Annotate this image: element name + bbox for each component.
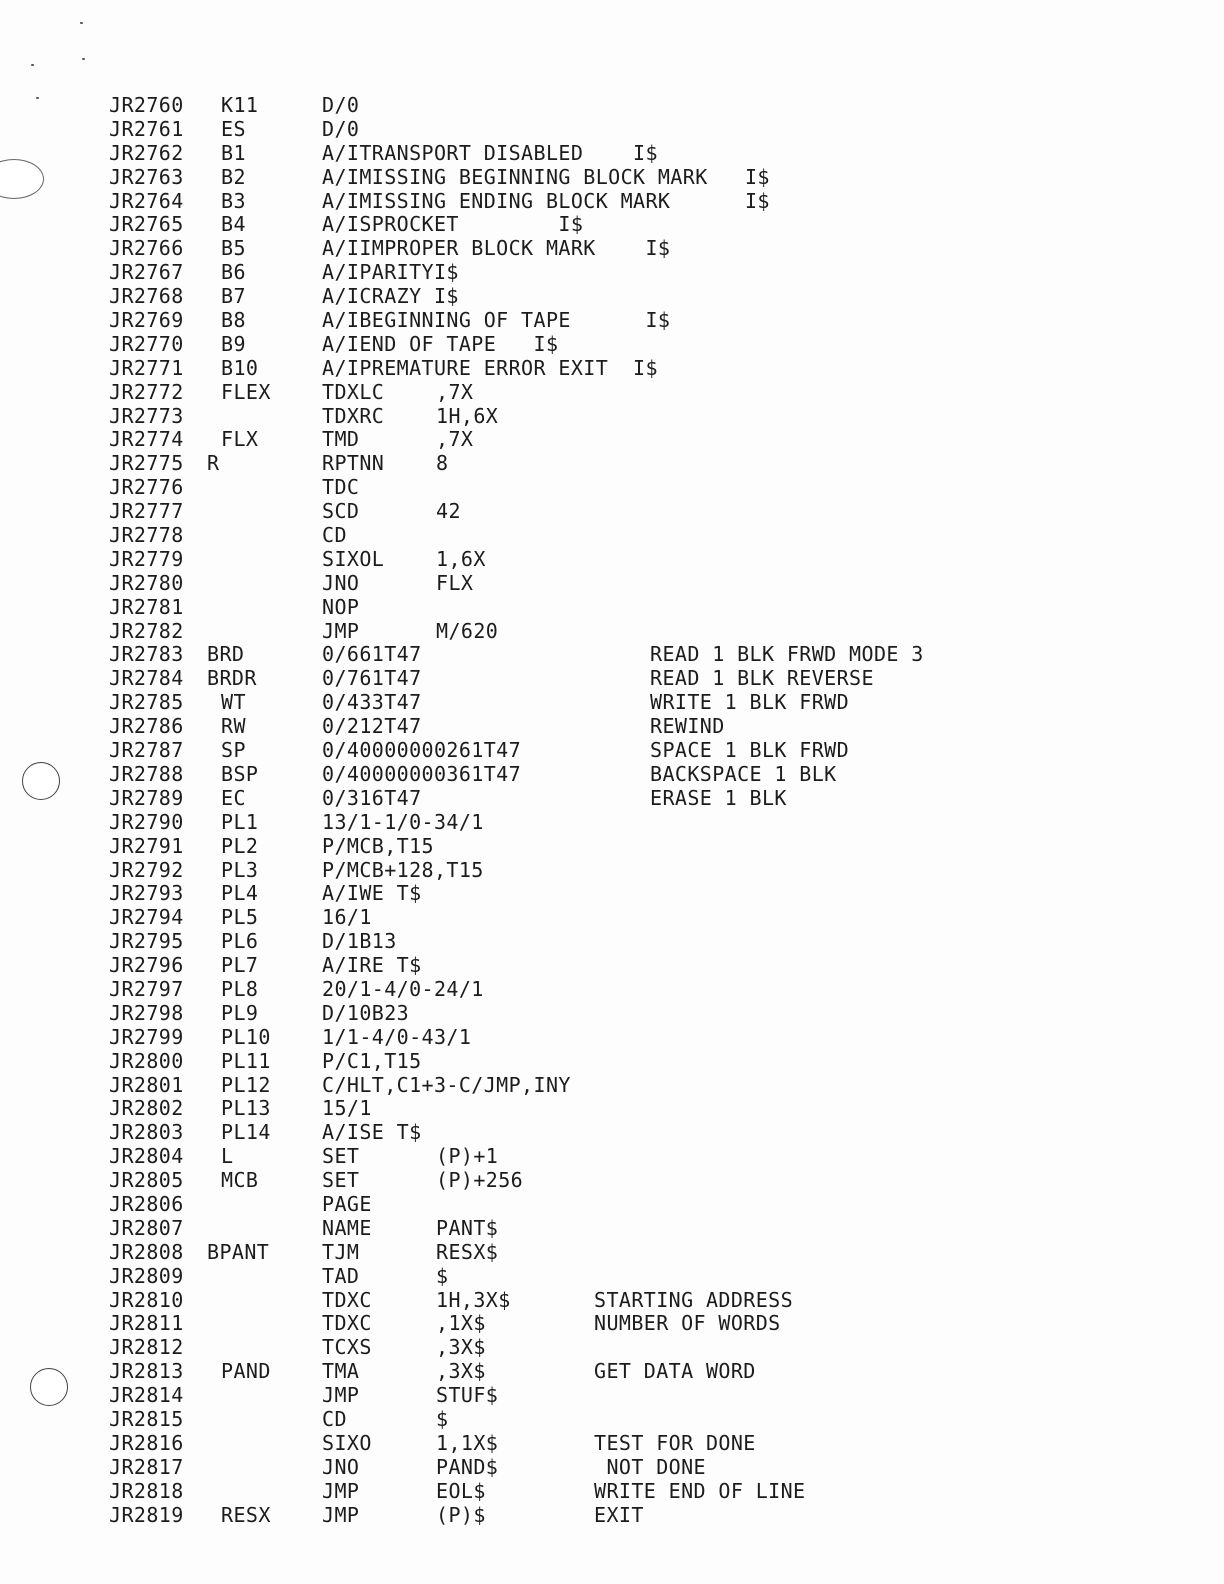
listing-row <box>109 142 1109 166</box>
statement-label: PL11 <box>221 1048 271 1073</box>
listing-row <box>109 357 1109 381</box>
statement-label: BPANT <box>207 1239 270 1264</box>
line-number: JR2760 <box>109 93 184 117</box>
opcode: PAGE <box>322 1191 372 1216</box>
line-number: JR2811 <box>109 1311 184 1336</box>
opcode: 0/761T47 <box>322 666 422 691</box>
line-number: JR2774 <box>109 427 184 452</box>
statement-label: PL2 <box>221 833 259 858</box>
line-number: JR2786 <box>109 714 184 739</box>
line-number: JR2771 <box>109 355 184 380</box>
line-number: JR2807 <box>109 1215 184 1240</box>
listing-row <box>109 1193 1109 1217</box>
comment: WRITE END OF LINE <box>594 1478 806 1503</box>
line-number: JR2806 <box>109 1191 184 1216</box>
opcode: C/HLT,C1+3-C/JMP,INY <box>322 1072 571 1097</box>
line-number: JR2762 <box>109 140 184 165</box>
line-number: JR2812 <box>109 1335 184 1360</box>
listing-row <box>109 882 1109 906</box>
comment: ERASE 1 BLK <box>650 785 787 810</box>
punch-hole-bottom <box>30 1368 68 1406</box>
line-number: JR2809 <box>109 1263 184 1288</box>
listing-row <box>109 1217 1109 1241</box>
statement-label: B10 <box>221 355 259 380</box>
opcode: P/C1,T15 <box>322 1048 422 1073</box>
listing-row <box>109 739 1109 763</box>
line-number: JR2765 <box>109 212 184 237</box>
line-number: JR2813 <box>109 1359 184 1384</box>
listing-row <box>109 452 1109 476</box>
operand: STUF$ <box>436 1383 499 1408</box>
line-number: JR2800 <box>109 1048 184 1073</box>
line-number: JR2819 <box>109 1502 184 1527</box>
opcode: D/1B13 <box>322 929 397 954</box>
line-number: JR2788 <box>109 761 184 786</box>
listing-row <box>109 1456 1109 1480</box>
listing-row <box>109 1312 1109 1336</box>
line-number: JR2792 <box>109 857 184 882</box>
opcode: TDXLC <box>322 379 385 404</box>
listing-row <box>109 237 1109 261</box>
listing-row <box>109 1265 1109 1289</box>
statement-label: K11 <box>221 93 259 117</box>
listing-row <box>109 1480 1109 1504</box>
opcode: D/0 <box>322 116 360 141</box>
listing-row <box>109 1408 1109 1432</box>
statement-label: BRDR <box>207 666 257 691</box>
listing-row <box>109 309 1109 333</box>
opcode: A/IMISSING BEGINNING BLOCK MARK I$ <box>322 164 770 189</box>
operand: EOL$ <box>436 1478 486 1503</box>
statement-label: PL5 <box>221 905 259 930</box>
opcode: JMP <box>322 1502 360 1527</box>
operand: M/620 <box>436 618 499 643</box>
listing-row <box>109 1504 1109 1528</box>
listing-row <box>109 381 1109 405</box>
statement-label: PAND <box>221 1359 271 1384</box>
statement-label: B4 <box>221 212 246 237</box>
opcode: A/IBEGINNING OF TAPE I$ <box>322 308 671 333</box>
listing-row <box>109 285 1109 309</box>
opcode: 15/1 <box>322 1096 372 1121</box>
operand: (P)$ <box>436 1502 486 1527</box>
opcode: 0/316T47 <box>322 785 422 810</box>
statement-label: PL10 <box>221 1024 271 1049</box>
line-number: JR2781 <box>109 594 184 619</box>
statement-label: SP <box>221 738 246 763</box>
listing-row <box>109 261 1109 285</box>
listing-row <box>109 118 1109 142</box>
opcode: 1/1-4/0-43/1 <box>322 1024 472 1049</box>
statement-label: B7 <box>221 284 246 309</box>
listing-row <box>109 1002 1109 1026</box>
listing-row <box>109 1432 1109 1456</box>
statement-label: L <box>221 1144 234 1169</box>
listing-row <box>109 1121 1109 1145</box>
statement-label: WT <box>221 690 246 715</box>
listing-row <box>109 405 1109 429</box>
statement-label: B5 <box>221 236 246 261</box>
comment: WRITE 1 BLK FRWD <box>650 690 850 715</box>
listing-row <box>109 835 1109 859</box>
opcode: A/ISPROCKET I$ <box>322 212 584 237</box>
statement-label: B1 <box>221 140 246 165</box>
line-number: JR2764 <box>109 188 184 213</box>
statement-label: PL8 <box>221 976 259 1001</box>
operand: ,3X$ <box>436 1335 486 1360</box>
statement-label: RESX <box>221 1502 271 1527</box>
listing-row <box>109 787 1109 811</box>
listing-row <box>109 1241 1109 1265</box>
listing-row <box>109 1360 1109 1384</box>
opcode: NAME <box>322 1215 372 1240</box>
line-number: JR2796 <box>109 953 184 978</box>
opcode: TCXS <box>322 1335 372 1360</box>
statement-label: PL3 <box>221 857 259 882</box>
line-number: JR2803 <box>109 1120 184 1145</box>
line-number: JR2772 <box>109 379 184 404</box>
opcode: A/IEND OF TAPE I$ <box>322 331 559 356</box>
opcode: 0/661T47 <box>322 642 422 667</box>
opcode: A/ITRANSPORT DISABLED I$ <box>322 140 658 165</box>
listing-row <box>109 906 1109 930</box>
line-number: JR2761 <box>109 116 184 141</box>
opcode: TMD <box>322 427 360 452</box>
listing-row <box>109 811 1109 835</box>
statement-label: EC <box>221 785 246 810</box>
opcode: 0/433T47 <box>322 690 422 715</box>
operand: ,7X <box>436 427 474 452</box>
line-number: JR2782 <box>109 618 184 643</box>
listing-row <box>109 1289 1109 1313</box>
opcode: JMP <box>322 1383 360 1408</box>
line-number: JR2797 <box>109 976 184 1001</box>
scan-speck <box>82 58 85 60</box>
operand: 1H,3X$ <box>436 1287 511 1312</box>
listing-row <box>109 859 1109 883</box>
opcode: SET <box>322 1168 360 1193</box>
statement-label: PL9 <box>221 1000 259 1025</box>
opcode: CD <box>322 523 347 548</box>
listing-row <box>109 954 1109 978</box>
operand: $ <box>436 1263 449 1288</box>
line-number: JR2787 <box>109 738 184 763</box>
operand: 8 <box>436 451 449 476</box>
line-number: JR2802 <box>109 1096 184 1121</box>
comment: EXIT <box>594 1502 644 1527</box>
listing-row <box>109 978 1109 1002</box>
operand: $ <box>436 1406 449 1431</box>
statement-label: PL12 <box>221 1072 271 1097</box>
assembly-listing <box>109 94 1109 1527</box>
line-number: JR2763 <box>109 164 184 189</box>
listing-row <box>109 930 1109 954</box>
line-number: JR2770 <box>109 331 184 356</box>
listing-row <box>109 1026 1109 1050</box>
listing-row <box>109 213 1109 237</box>
listing-row <box>109 620 1109 644</box>
opcode: TDXC <box>322 1287 372 1312</box>
opcode: SET <box>322 1144 360 1169</box>
operand: (P)+1 <box>436 1144 499 1169</box>
statement-label: BSP <box>221 761 259 786</box>
line-number: JR2773 <box>109 403 184 428</box>
line-number: JR2790 <box>109 809 184 834</box>
listing-row <box>109 476 1109 500</box>
opcode: A/IWE T$ <box>322 881 422 906</box>
statement-label: B8 <box>221 308 246 333</box>
listing-row <box>109 1074 1109 1098</box>
operand: 1,6X <box>436 546 486 571</box>
line-number: JR2778 <box>109 523 184 548</box>
line-number: JR2766 <box>109 236 184 261</box>
opcode: A/IMISSING ENDING BLOCK MARK I$ <box>322 188 770 213</box>
statement-label: B3 <box>221 188 246 213</box>
line-number: JR2794 <box>109 905 184 930</box>
statement-label: B9 <box>221 331 246 356</box>
comment: STARTING ADDRESS <box>594 1287 794 1312</box>
line-number: JR2793 <box>109 881 184 906</box>
line-number: JR2799 <box>109 1024 184 1049</box>
opcode: TDXRC <box>322 403 385 428</box>
opcode: JMP <box>322 1478 360 1503</box>
line-number: JR2816 <box>109 1430 184 1455</box>
statement-label: PL6 <box>221 929 259 954</box>
listing-row <box>109 1097 1109 1121</box>
listing-row <box>109 1145 1109 1169</box>
statement-label: RW <box>221 714 246 739</box>
opcode: P/MCB,T15 <box>322 833 434 858</box>
operand: ,7X <box>436 379 474 404</box>
opcode: D/0 <box>322 93 360 117</box>
opcode: A/IPREMATURE ERROR EXIT I$ <box>322 355 658 380</box>
opcode: CD <box>322 1406 347 1431</box>
line-number: JR2769 <box>109 308 184 333</box>
line-number: JR2776 <box>109 475 184 500</box>
comment: REWIND <box>650 714 725 739</box>
listing-row <box>109 763 1109 787</box>
listing-row <box>109 94 1109 118</box>
line-number: JR2789 <box>109 785 184 810</box>
comment: GET DATA WORD <box>594 1359 756 1384</box>
operand: 42 <box>436 499 461 524</box>
opcode: RPTNN <box>322 451 385 476</box>
comment: TEST FOR DONE <box>594 1430 756 1455</box>
opcode: A/IRE T$ <box>322 953 422 978</box>
listing-row <box>109 166 1109 190</box>
operand: (P)+256 <box>436 1168 524 1193</box>
statement-label: B6 <box>221 260 246 285</box>
opcode: A/IPARITYI$ <box>322 260 459 285</box>
opcode: TJM <box>322 1239 360 1264</box>
statement-label: PL1 <box>221 809 259 834</box>
statement-label: PL14 <box>221 1120 271 1145</box>
opcode: 16/1 <box>322 905 372 930</box>
line-number: JR2818 <box>109 1478 184 1503</box>
statement-label: PL4 <box>221 881 259 906</box>
opcode: JMP <box>322 618 360 643</box>
operand: 1H,6X <box>436 403 499 428</box>
listing-row <box>109 572 1109 596</box>
line-number: JR2775 <box>109 451 184 476</box>
punch-hole-top <box>0 159 44 199</box>
statement-label: B2 <box>221 164 246 189</box>
listing-row <box>109 691 1109 715</box>
operand: ,3X$ <box>436 1359 486 1384</box>
opcode: TDXC <box>322 1311 372 1336</box>
opcode: A/ISE T$ <box>322 1120 422 1145</box>
opcode: A/ICRAZY I$ <box>322 284 459 309</box>
opcode: SIXO <box>322 1430 372 1455</box>
line-number: JR2814 <box>109 1383 184 1408</box>
opcode: 0/40000000361T47 <box>322 761 522 786</box>
line-number: JR2815 <box>109 1406 184 1431</box>
opcode: 0/212T47 <box>322 714 422 739</box>
listing-row <box>109 596 1109 620</box>
statement-label: FLEX <box>221 379 271 404</box>
scan-speck <box>31 64 34 66</box>
listing-row <box>109 1050 1109 1074</box>
opcode: D/10B23 <box>322 1000 410 1025</box>
line-number: JR2805 <box>109 1168 184 1193</box>
listing-row <box>109 1336 1109 1360</box>
listing-row <box>109 667 1109 691</box>
line-number: JR2767 <box>109 260 184 285</box>
comment: SPACE 1 BLK FRWD <box>650 738 850 763</box>
line-number: JR2804 <box>109 1144 184 1169</box>
listing-row <box>109 190 1109 214</box>
line-number: JR2784 <box>109 666 184 691</box>
opcode: SCD <box>322 499 360 524</box>
listing-row <box>109 548 1109 572</box>
operand: RESX$ <box>436 1239 499 1264</box>
line-number: JR2808 <box>109 1239 184 1264</box>
listing-row <box>109 715 1109 739</box>
line-number: JR2810 <box>109 1287 184 1312</box>
line-number: JR2768 <box>109 284 184 309</box>
opcode: TAD <box>322 1263 360 1288</box>
statement-label: BRD <box>207 642 245 667</box>
comment: READ 1 BLK REVERSE <box>650 666 874 691</box>
statement-label: ES <box>221 116 246 141</box>
scan-speck <box>36 97 39 99</box>
operand: 1,1X$ <box>436 1430 499 1455</box>
line-number: JR2777 <box>109 499 184 524</box>
statement-label: FLX <box>221 427 259 452</box>
opcode: 20/1-4/0-24/1 <box>322 976 484 1001</box>
line-number: JR2795 <box>109 929 184 954</box>
opcode: NOP <box>322 594 360 619</box>
operand: PAND$ <box>436 1454 499 1479</box>
statement-label: MCB <box>221 1168 259 1193</box>
opcode: P/MCB+128,T15 <box>322 857 484 882</box>
opcode: TMA <box>322 1359 360 1384</box>
line-number: JR2779 <box>109 546 184 571</box>
listing-row <box>109 333 1109 357</box>
opcode: 0/40000000261T47 <box>322 738 522 763</box>
line-number: JR2780 <box>109 570 184 595</box>
opcode: JNO <box>322 570 360 595</box>
opcode: TDC <box>322 475 360 500</box>
line-number: JR2801 <box>109 1072 184 1097</box>
line-number: JR2785 <box>109 690 184 715</box>
operand: PANT$ <box>436 1215 499 1240</box>
listing-row <box>109 1169 1109 1193</box>
line-number: JR2798 <box>109 1000 184 1025</box>
opcode: A/IIMPROPER BLOCK MARK I$ <box>322 236 671 261</box>
comment: BACKSPACE 1 BLK <box>650 761 837 786</box>
listing-row <box>109 500 1109 524</box>
operand: ,1X$ <box>436 1311 486 1336</box>
line-number: JR2791 <box>109 833 184 858</box>
opcode: 13/1-1/0-34/1 <box>322 809 484 834</box>
statement-label: PL7 <box>221 953 259 978</box>
listing-row <box>109 1384 1109 1408</box>
comment: READ 1 BLK FRWD MODE 3 <box>650 642 924 667</box>
line-number: JR2783 <box>109 642 184 667</box>
opcode: SIXOL <box>322 546 385 571</box>
statement-label: R <box>207 451 220 476</box>
operand: FLX <box>436 570 474 595</box>
opcode: JNO <box>322 1454 360 1479</box>
listing-row <box>109 428 1109 452</box>
scan-speck <box>80 22 83 24</box>
comment: NUMBER OF WORDS <box>594 1311 781 1336</box>
statement-label: PL13 <box>221 1096 271 1121</box>
comment: NOT DONE <box>594 1454 706 1479</box>
line-number: JR2817 <box>109 1454 184 1479</box>
listing-row <box>109 524 1109 548</box>
listing-row <box>109 643 1109 667</box>
punch-hole-middle <box>22 762 60 800</box>
